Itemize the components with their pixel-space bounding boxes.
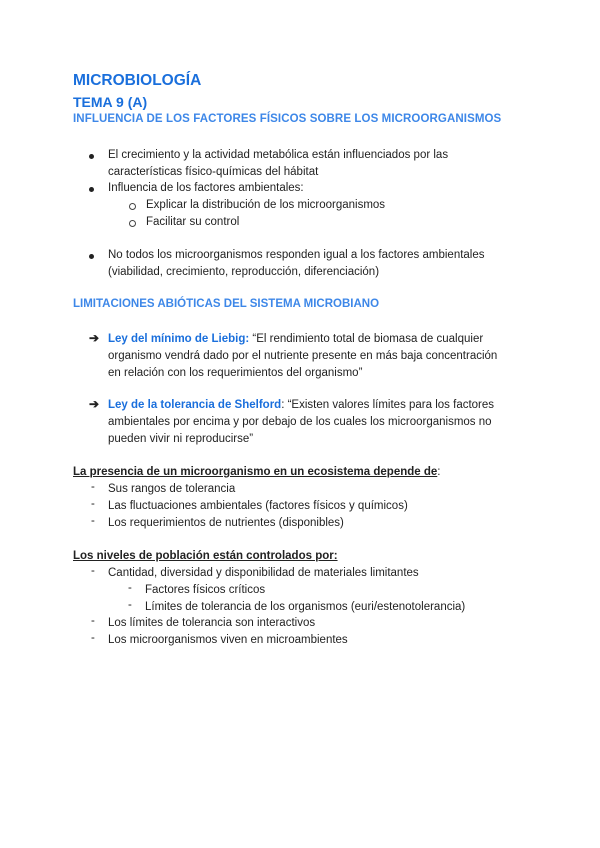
law-1-line-3: en relación con los requerimientos del organismo” [108,367,363,379]
dash-marker: - [128,599,132,611]
dash-marker: - [91,632,95,644]
sub-bullet-circle [129,220,136,227]
section-heading: LIMITACIONES ABIÓTICAS DEL SISTEMA MICROBIANO [73,298,380,310]
presence-item: Los requerimientos de nutrientes (disponibles) [108,517,344,529]
law-2-line-2: ambientales por encima y por debajo de los cuales los microorganismos no [108,416,492,428]
dash-marker: - [91,565,95,577]
population-item-3: Los microorganismos viven en microambientes [108,634,348,646]
intro-bullet-1-line-2: características físico-químicas del hábitat [108,166,319,178]
law-2-line-3: pueden vivir ni reproducirse” [108,433,254,445]
law-1-line-2: organismo vendrá dado por el nutriente presente en más baja concentración [108,350,498,362]
law-2-text: : “Existen valores límites para los factores [281,399,495,411]
document-title: MICROBIOLOGÍA [73,72,202,89]
presence-item: Las fluctuaciones ambientales (factores físicos y químicos) [108,500,408,512]
dash-marker: - [91,481,95,493]
dash-marker: - [91,498,95,510]
intro-sub-item-2: Facilitar su control [146,216,240,228]
bullet-dot [89,254,94,259]
population-sub-item-1: Factores físicos críticos [145,584,266,596]
presence-colon: : [437,466,441,478]
presence-heading-line [73,464,440,481]
sub-bullet-circle [129,203,136,210]
intro-bullet-3-line-1: No todos los microorganismos responden igual a los factores ambientales [108,249,485,261]
law-2-line-1 [108,397,494,414]
arrow-icon: ➔ [89,331,100,345]
topic-subtitle: INFLUENCIA DE LOS FACTORES FÍSICOS SOBRE LOS MICROORGANISMOS [73,113,502,125]
bullet-dot [89,187,94,192]
law-1-line-1 [108,331,483,348]
presence-heading: La presencia de un microorganismo en un ecosistema depende de [73,466,438,478]
population-item-1: Cantidad, diversidad y disponibilidad de materiales limitantes [108,567,419,579]
dash-marker: - [128,582,132,594]
population-item-2: Los límites de tolerancia son interactivos [108,617,316,629]
intro-bullet-1-line-1: El crecimiento y la actividad metabólica están influenciados por las [108,149,449,161]
intro-sub-item-1: Explicar la distribución de los microorganismos [146,199,386,211]
law-1-text: “El rendimiento total de biomasa de cualquier [249,333,484,345]
law-2-name: Ley de la tolerancia de Shelford [108,399,282,411]
population-sub-item-2: Límites de tolerancia de los organismos (euri/estenotolerancia) [145,601,466,613]
intro-bullet-2: Influencia de los factores ambientales: [108,182,304,194]
arrow-icon: ➔ [89,397,100,411]
population-heading-line [73,548,338,565]
population-heading: Los niveles de población están controlados por: [73,550,338,562]
dash-marker: - [91,615,95,627]
topic-number: TEMA 9 (A) [73,94,148,110]
presence-item: Sus rangos de tolerancia [108,483,236,495]
law-1-name: Ley del mínimo de Liebig: [108,333,250,345]
intro-bullet-3-line-2: (viabilidad, crecimiento, reproducción, diferenciación) [108,266,380,278]
dash-marker: - [91,515,95,527]
bullet-dot [89,154,94,159]
